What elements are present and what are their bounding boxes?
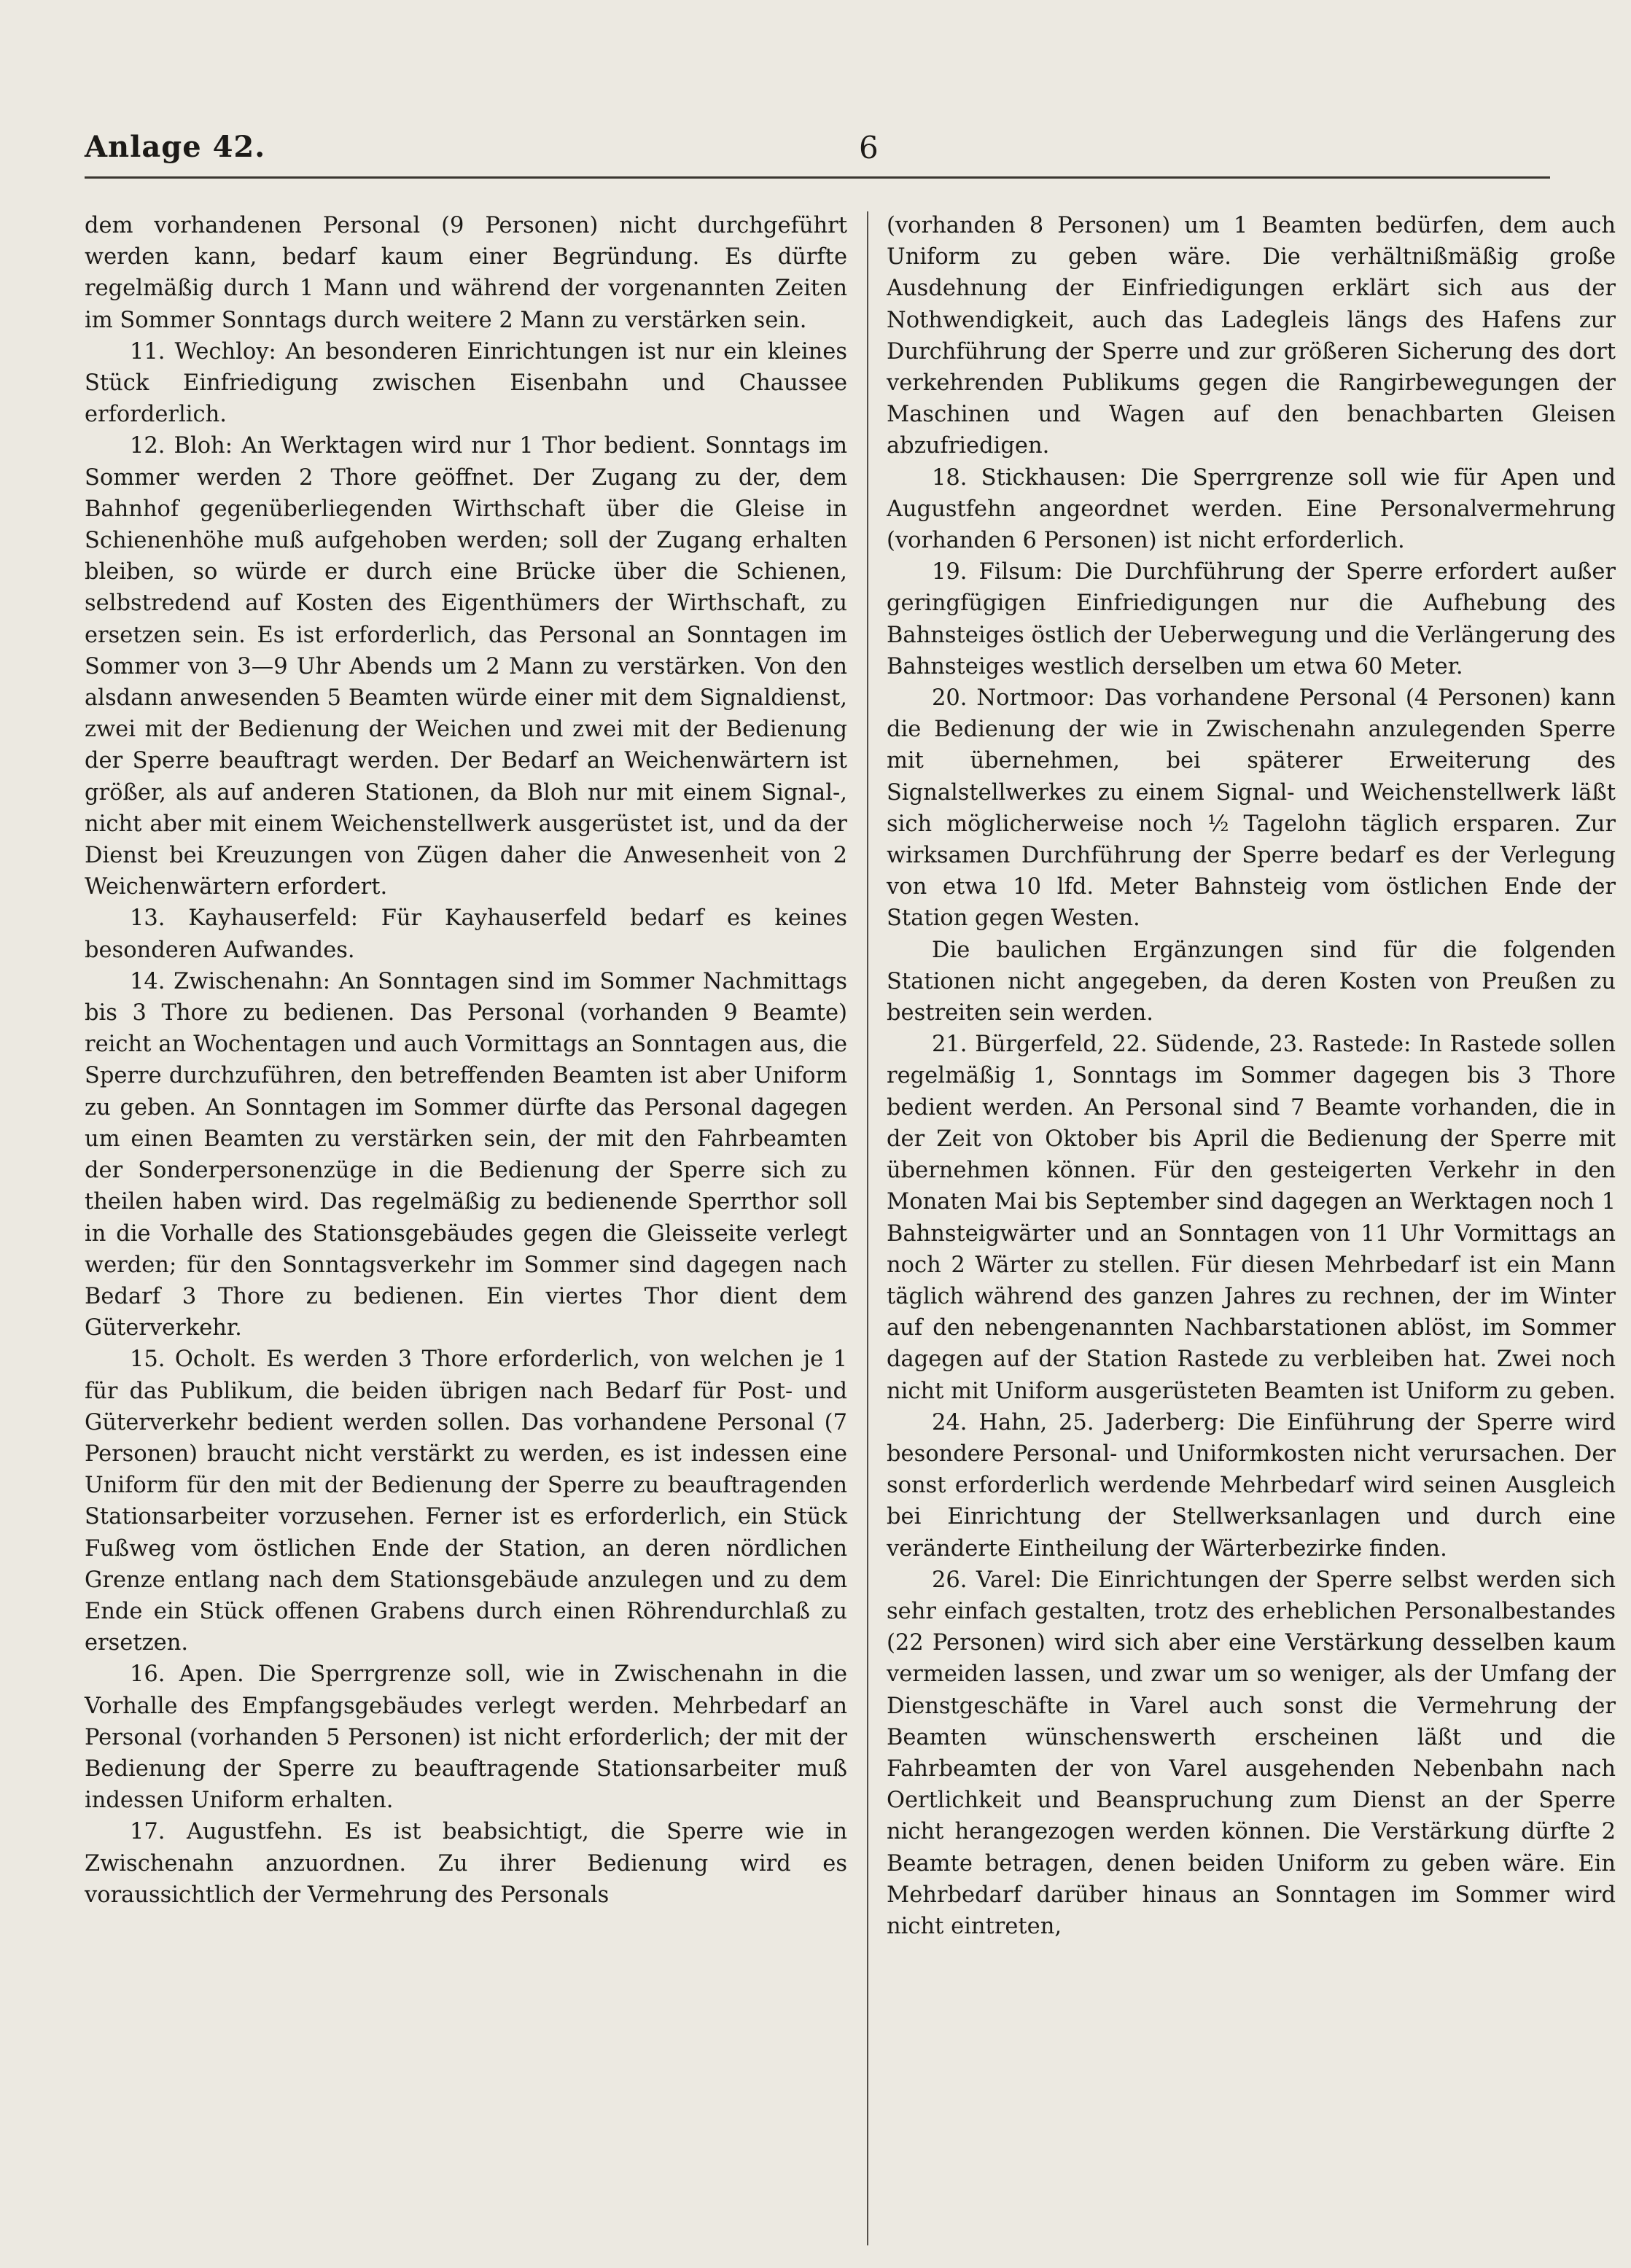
paragraph-rastede: 21. Bürgerfeld, 22. Südende, 23. Rastede: In Rastede sollen regelmäßig 1, Sonntags im Sommer dagegen bis 3 Thore bedient werden. An Personal sind 7 Beamte vorhanden, die in der Zeit von Oktober bis April die Bedienung der Sperre mit übernehmen können. Für den gesteigerten Verkehr in den Monaten Mai bis September sind dagegen an Werktagen noch 1 Bahnsteigwärter und an Sonntagen von 11 Uhr Vormittags an noch 2 Wärter zu stellen. Für diesen Mehrbedarf ist ein Mann täglich während des ganzen Jahres zu rechnen, der im Winter auf den nebengenannten Nachbarstationen ablöst, im Sommer dagegen auf der Station Rastede zu verbleiben hat. Zwei noch nicht mit Uniform ausgerüsteten Beamten ist Uniform zu geben. — [887, 1032, 1616, 1404]
paragraph-nortmoor: 20. Nortmoor: Das vorhandene Personal (4 Personen) kann die Bedienung der wie in Zwischenahn anzulegenden Sperre mit übernehmen, bei späterer Erweiterung des Signalstellwerkes zu einem Signal- und Weichenstellwerk läßt sich möglicherweise noch ½ Tagelohn täglich ersparen. Zur wirksamen Durchführung der Sperre bedarf es der Verlegung von etwa 10 lfd. Meter Bahnsteig vom östlichen Ende der Station gegen Westen. — [887, 685, 1616, 932]
paragraph-zwischenahn: 14. Zwischenahn: An Sonntagen sind im Sommer Nachmittags bis 3 Thore zu bedienen. Das Personal (vorhanden 9 Beamte) reicht an Wochentagen und auch Vormittags an Sonntagen aus, die Sperre durchzuführen, den betreffenden Beamten ist aber Uniform zu geben. An Sonntagen im Sommer dürfte das Personal dagegen um einen Beamten zu verstärken sein, der mit den Fahrbeamten der Sonderpersonenzüge in die Bedienung der Sperre sich zu theilen haben wird. Das regelmäßig zu bedienende Sperrthor soll in die Vorhalle des Stationsgebäudes gegen die Gleisseite verlegt werden; für den Sonntagsverkehr im Sommer sind dagegen nach Bedarf 3 Thore zu bedienen. Ein viertes Thor dient dem Güterverkehr. — [85, 968, 847, 1341]
paragraph-stickhausen: 18. Stickhausen: Die Sperrgrenze soll wie für Apen und Augustfehn angeordnet werden. Eine Personalvermehrung (vorhanden 6 Personen) ist nicht erforderlich. — [887, 464, 1616, 554]
paragraph-note-prussia: Die baulichen Ergänzungen sind für die folgenden Stationen nicht angegeben, da deren Kosten von Preußen zu bestreiten sein werden. — [887, 937, 1616, 1026]
paragraph-bloh: 12. Bloh: An Werktagen wird nur 1 Thor bedient. Sonntags im Sommer werden 2 Thore geöffnet. Der Zugang zu der, dem Bahnhof gegenüberliegenden Wirthschaft über die Gleise in Schienenhöhe muß aufgehoben werden; soll der Zugang erhalten bleiben, so würde er durch eine Brücke über die Schienen, selbstredend auf Kosten des Eigenthümers der Wirthschaft, zu ersetzen sein. Es ist erforderlich, das Personal an Sonntagen im Sommer von 3—9 Uhr Abends um 2 Mann zu verstärken. Von den alsdann anwesenden 5 Beamten würde einer mit dem Signaldienst, zwei mit der Bedienung der Weichen und zwei mit der Bedienung der Sperre beauftragt werden. Der Bedarf an Weichenwärtern ist größer, als auf anderen Stationen, da Bloh nur mit einem Signal-, nicht aber mit einem Weichenstellwerk ausgerüstet ist, und da der Dienst bei Kreuzungen von Zügen daher die Anwesenheit von 2 Weichenwärtern erfordert. — [85, 433, 847, 900]
paragraph-augustfehn-continued: (vorhanden 8 Personen) um 1 Beamten bedürfen, dem auch Uniform zu geben wäre. Die verhältnißmäßig große Ausdehnung der Einfriedigungen erklärt sich aus der Nothwendigkeit, auch das Ladegleis längs des Hafens zur Durchführung der Sperre und zur größeren Sicherung des dort verkehrenden Publikums gegen die Rangirbewegungen der Maschinen und Wagen auf den benachbarten Gleisen abzufriedigen. — [887, 213, 1616, 459]
header-rule — [85, 176, 1550, 179]
paragraph-continuation: dem vorhandenen Personal (9 Personen) nicht durchgeführt werden kann, bedarf kaum einer Begründung. Es dürfte regelmäßig durch 1 Mann und während der vorgenannten Zeiten im Sommer Sonntags durch weitere 2 Mann zu verstärken sein. — [85, 213, 847, 333]
left-column — [85, 210, 847, 1911]
paragraph-augustfehn: 17. Augustfehn. Es ist beabsichtigt, die Sperre wie in Zwischenahn anzuordnen. Zu ihrer Bedienung wird es voraussichtlich der Vermehrung des Personals — [85, 1819, 847, 1908]
page-header — [85, 130, 1550, 175]
paragraph-wechloy: 11. Wechloy: An besonderen Einrichtungen ist nur ein kleines Stück Einfriedigung zwischen Eisenbahn und Chaussee erforderlich. — [85, 338, 847, 428]
page-number: 6 — [859, 130, 879, 165]
paragraph-kayhauserfeld: 13. Kayhauserfeld: Für Kayhauserfeld bedarf es keines besonderen Aufwandes. — [85, 905, 847, 963]
right-column — [887, 210, 1616, 1942]
paragraph-hahn-jaderberg: 24. Hahn, 25. Jaderberg: Die Einführung der Sperre wird besondere Personal- und Uniformkosten nicht verursachen. Der sonst erforderlich werdende Mehrbedarf wird seinen Ausgleich bei Einrichtung der Stellwerksanlagen und durch eine veränderte Eintheilung der Wärterbezirke finden. — [887, 1409, 1616, 1562]
appendix-title: Anlage 42. — [85, 130, 266, 164]
paragraph-ocholt: 15. Ocholt. Es werden 3 Thore erforderlich, von welchen je 1 für das Publikum, die beiden übrigen nach Bedarf für Post- und Güterverkehr bedient werden sollen. Das vorhandene Personal (7 Personen) braucht nicht verstärkt zu werden, es ist indessen eine Uniform für den mit der Bedienung der Sperre zu beauftragenden Stationsarbeiter vorzusehen. Ferner ist es erforderlich, ein Stück Fußweg vom östlichen Ende der Station, an deren nördlichen Grenze entlang nach dem Stationsgebäude anzulegen und zu dem Ende ein Stück offenen Grabens durch einen Röhrendurchlaß zu ersetzen. — [85, 1347, 847, 1656]
paragraph-varel: 26. Varel: Die Einrichtungen der Sperre selbst werden sich sehr einfach gestalten, trotz des erheblichen Personalbestandes (22 Personen) wird sich aber eine Verstärkung desselben kaum vermeiden lassen, und zwar um so weniger, als der Umfang der Dienstgeschäfte in Varel auch sonst die Vermehrung der Beamten wünschenswerth erscheinen läßt und die Fahrbeamten der von Varel ausgehenden Nebenbahn nach Oertlichkeit und Beanspruchung zum Dienst an der Sperre nicht herangezogen werden können. Die Verstärkung dürfte 2 Beamte betragen, denen beiden Uniform zu geben wäre. Ein Mehrbedarf darüber hinaus an Sonntagen im Sommer wird nicht eintreten, — [887, 1567, 1616, 1939]
column-divider — [867, 211, 868, 2245]
paragraph-filsum: 19. Filsum: Die Durchführung der Sperre erfordert außer geringfügigen Einfriedigungen nur die Aufhebung des Bahnsteiges östlich der Ueberwegung und die Verlängerung des Bahnsteiges westlich derselben um etwa 60 Meter. — [887, 559, 1616, 679]
paragraph-apen: 16. Apen. Die Sperrgrenze soll, wie in Zwischenahn in die Vorhalle des Empfangsgebäudes verlegt werden. Mehrbedarf an Personal (vorhanden 5 Personen) ist nicht erforderlich; der mit der Bedienung der Sperre zu beauftragende Stationsarbeiter muß indessen Uniform erhalten. — [85, 1661, 847, 1814]
